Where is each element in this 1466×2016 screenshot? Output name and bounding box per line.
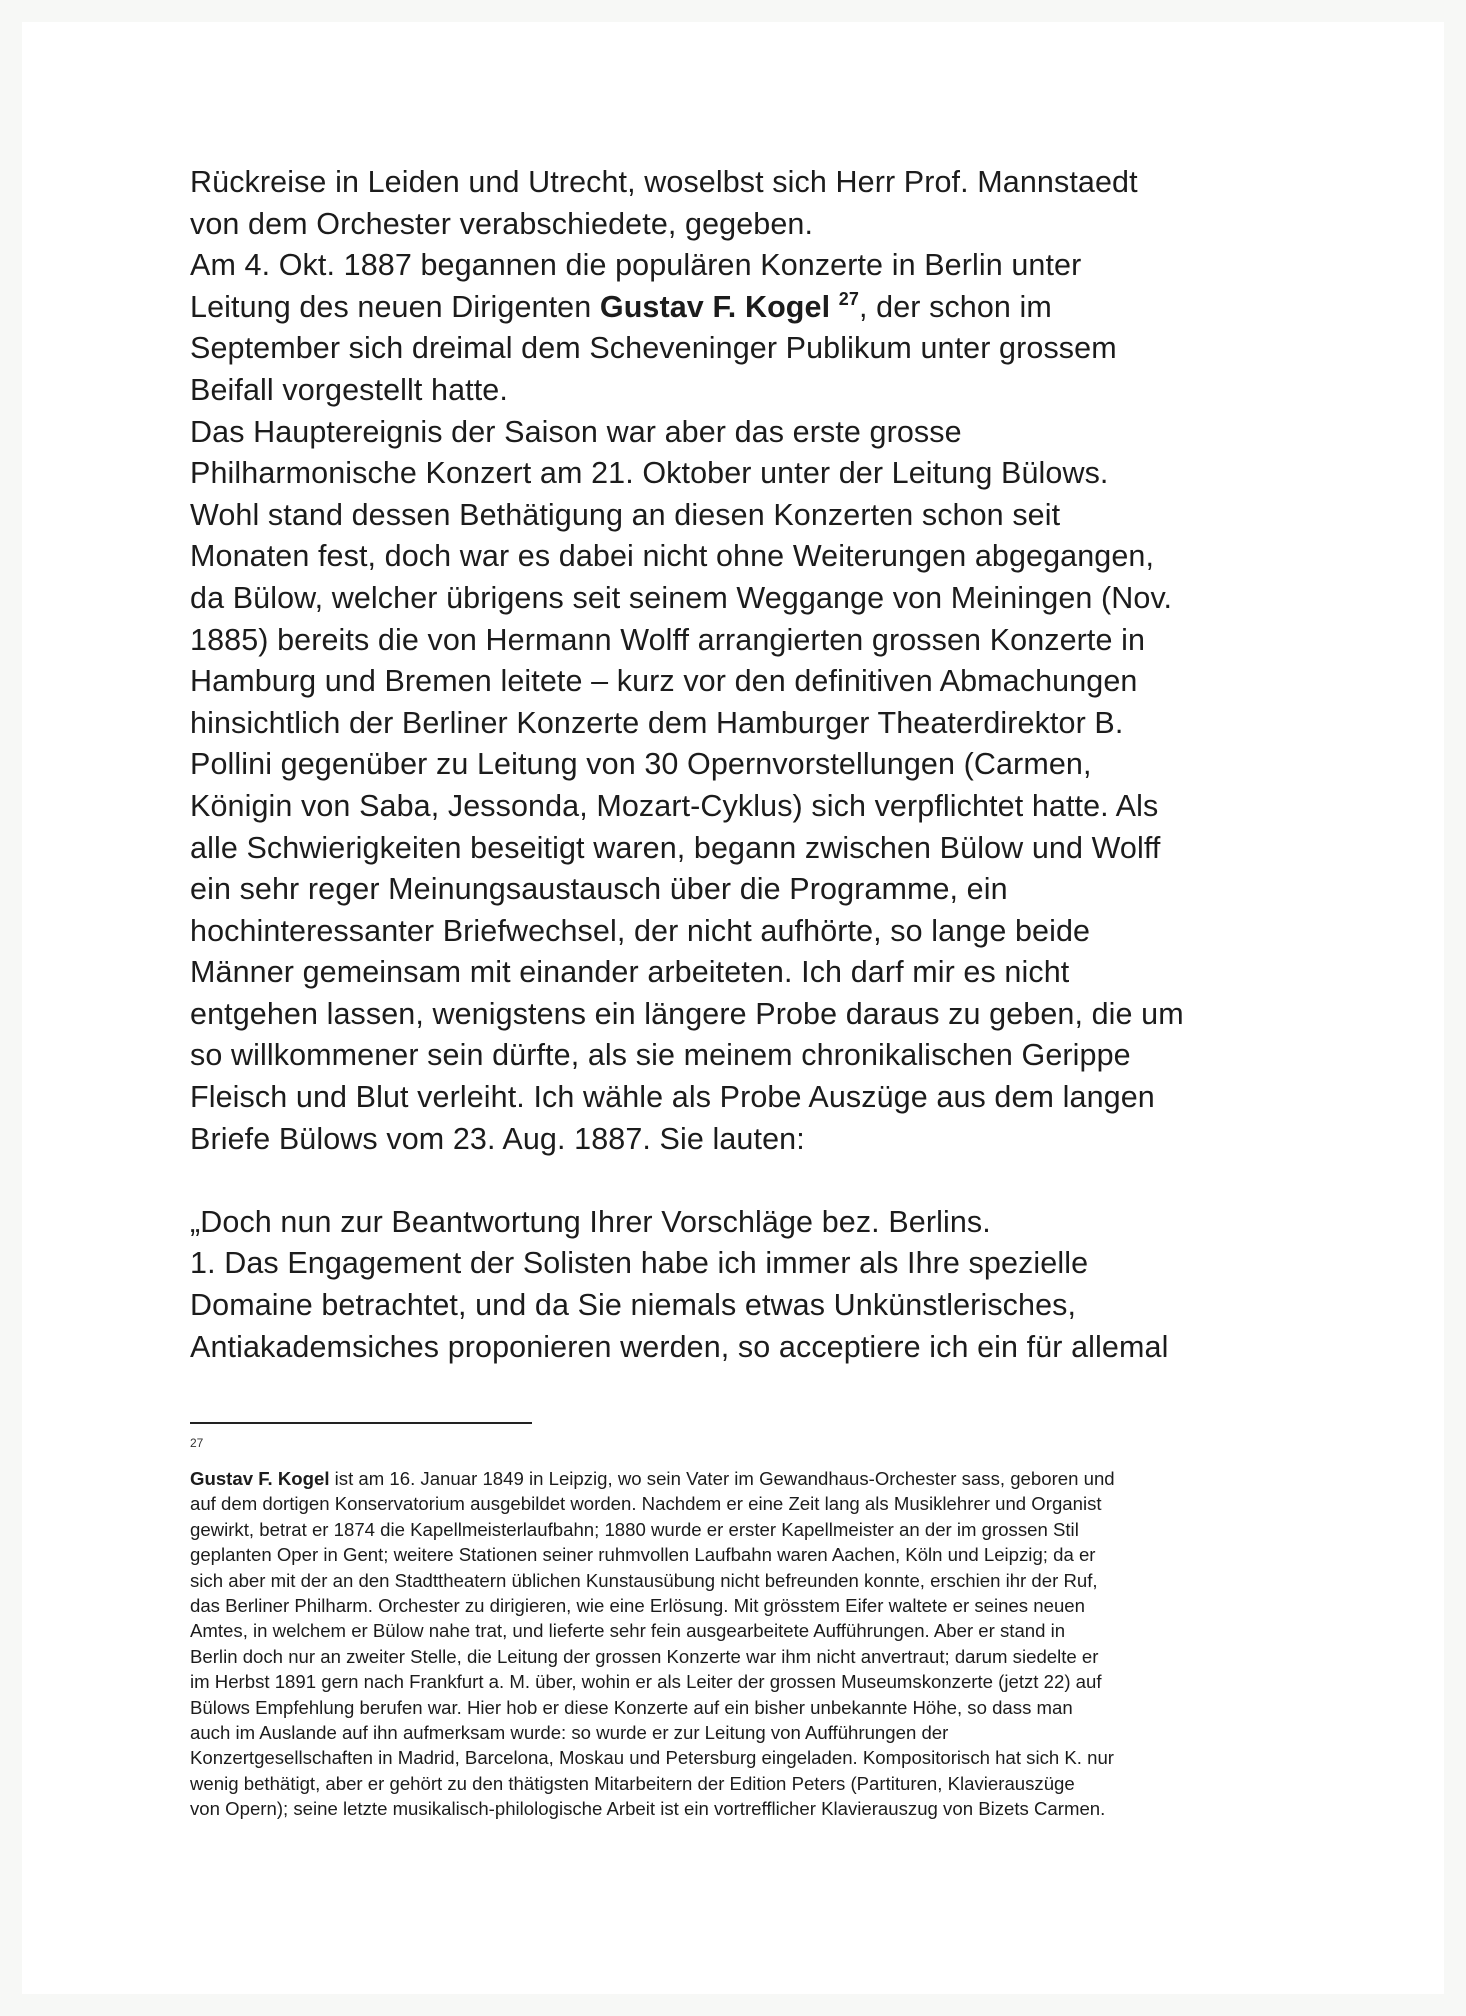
text-segment: , der schon im bbox=[858, 289, 1052, 324]
text-line: Männer gemeinsam mit einander arbeiteten. Ich darf mir es nicht bbox=[190, 955, 1070, 990]
footnote-line: geplanten Oper in Gent; weitere Stationen seiner ruhmvollen Laufbahn waren Aachen, Köln und Leipzig; da er bbox=[190, 1544, 1096, 1566]
text-line: so willkommener sein dürfte, als sie meinem chronikalischen Gerippe bbox=[190, 1038, 1131, 1073]
text-line: hochinteressanter Briefwechsel, der nicht aufhörte, so lange beide bbox=[190, 913, 1091, 948]
footnote-line: sich aber mit der an den Stadttheatern üblichen Kunstausübung nicht befreunden konnte, erschien ihr der Ruf, bbox=[190, 1569, 1098, 1591]
footnote-line: das Berliner Philharm. Orchester zu dirigieren, wie eine Erlösung. Mit grösstem Eifer waltete er seines neuen bbox=[190, 1595, 1085, 1617]
text-line: Rückreise in Leiden und Utrecht, woselbst sich Herr Prof. Mannstaedt bbox=[190, 165, 1138, 199]
text-line: Am 4. Okt. 1887 begannen die populären Konzerte in Berlin unter bbox=[190, 248, 1082, 283]
text-line: von dem Orchester verabschiedete, gegeben. bbox=[190, 206, 814, 241]
text-line: September sich dreimal dem Scheveninger Publikum unter grossem bbox=[190, 331, 1117, 366]
text-line: Pollini gegenüber zu Leitung von 30 Opernvorstellungen (Carmen, bbox=[190, 747, 1092, 782]
text-line bbox=[190, 287, 1330, 329]
footnote-separator bbox=[190, 1422, 532, 1424]
quote-line: „Doch nun zur Beantwortung Ihrer Vorschläge bez. Berlins. bbox=[190, 1204, 991, 1239]
text-line: alle Schwierigkeiten beseitigt waren, begann zwischen Bülow und Wolff bbox=[190, 830, 1161, 865]
quote-line: Antiakademsiches proponieren werden, so acceptiere ich ein für allemal bbox=[190, 1329, 1169, 1364]
footnote-line: im Herbst 1891 gern nach Frankfurt a. M. über, wohin er als Leiter der grossen Museumskonzerte (jetzt 22) auf bbox=[190, 1671, 1102, 1693]
footnote-line: auf dem dortigen Konservatorium ausgebildet worden. Nachdem er eine Zeit lang als Musiklehrer und Organist bbox=[190, 1493, 1102, 1515]
text-line: Das Hauptereignis der Saison war aber das erste grosse bbox=[190, 414, 962, 449]
text-line: Philharmonische Konzert am 21. Oktober unter der Leitung Bülows. bbox=[190, 456, 1109, 491]
text-line: 1885) bereits die von Hermann Wolff arrangierten grossen Konzerte in bbox=[190, 622, 1146, 657]
text-line: ein sehr reger Meinungsaustausch über die Programme, ein bbox=[190, 872, 1008, 907]
footnote-number: 27 bbox=[190, 1436, 204, 1450]
text-line: Monaten fest, doch war es dabei nicht ohne Weiterungen abgegangen, bbox=[190, 539, 1155, 574]
text-line: Hamburg und Bremen leitete – kurz vor den definitiven Abmachungen bbox=[190, 664, 1138, 699]
footnote-line: gewirkt, betrat er 1874 die Kapellmeisterlaufbahn; 1880 wurde er erster Kapellmeister an der im grossen Stil bbox=[190, 1518, 1079, 1540]
footnote-line: von Opern); seine letzte musikalisch-philologische Arbeit ist ein vortrefflicher Klavierauszug von Bizets Carmen. bbox=[190, 1798, 1106, 1820]
main-text bbox=[190, 162, 1330, 1368]
footnote-reference[interactable]: 27 bbox=[838, 288, 859, 309]
footnote-line: Berlin doch nur an zweiter Stelle, die Leitung der grossen Konzerte war ihm nicht anvertraut; darum siedelte er bbox=[190, 1645, 1099, 1667]
paragraph-gap bbox=[190, 1160, 1330, 1202]
text-segment: Leitung des neuen Dirigenten bbox=[190, 289, 600, 324]
text-line: entgehen lassen, wenigstens ein längere Probe daraus zu geben, die um bbox=[190, 996, 1184, 1031]
footnote-line: Bülows Empfehlung berufen war. Hier hob er diese Konzerte auf ein bisher unbekannte Höhe, so dass man bbox=[190, 1696, 1073, 1718]
footnote-line: auch im Auslande auf ihn aufmerksam wurde: so wurde er zur Leitung von Aufführungen der bbox=[190, 1722, 949, 1744]
conductor-name: Gustav F. Kogel bbox=[599, 289, 831, 324]
quote-line: 1. Das Engagement der Solisten habe ich immer als Ihre spezielle bbox=[190, 1246, 1089, 1281]
footnote-line: Konzertgesellschaften in Madrid, Barcelona, Moskau und Petersburg eingeladen. Kompositorisch hat sich K. nur bbox=[190, 1747, 1115, 1769]
footnote-line bbox=[190, 1466, 1300, 1491]
text-line: Wohl stand dessen Bethätigung an diesen Konzerten schon seit bbox=[190, 497, 1061, 532]
footnote-line: wenig bethätigt, aber er gehört zu den thätigsten Mitarbeitern der Edition Peters (Partituren, Klavierauszüge bbox=[190, 1772, 1075, 1794]
footnote-line: Amtes, in welchem er Bülow nahe trat, und lieferte sehr fein ausgearbeitete Aufführungen. Aber er stand in bbox=[190, 1620, 1066, 1642]
text-line: Königin von Saba, Jessonda, Mozart-Cyklus) sich verpflichtet hatte. Als bbox=[190, 788, 1159, 823]
text-line: da Bülow, welcher übrigens seit seinem Weggange von Meiningen (Nov. bbox=[190, 580, 1173, 615]
footnote-text bbox=[190, 1466, 1300, 1822]
text-segment: ist am 16. Januar 1849 in Leipzig, wo sein Vater im Gewandhaus-Orchester sass, geboren und bbox=[329, 1468, 1115, 1489]
footnote-name: Gustav F. Kogel bbox=[190, 1468, 330, 1489]
quote-line: Domaine betrachtet, und da Sie niemals etwas Unkünstlerisches, bbox=[190, 1288, 1077, 1323]
text-line: Briefe Bülows vom 23. Aug. 1887. Sie lauten: bbox=[190, 1121, 805, 1156]
text-line: hinsichtlich der Berliner Konzerte dem Hamburger Theaterdirektor B. bbox=[190, 705, 1124, 740]
text-line: Beifall vorgestellt hatte. bbox=[190, 372, 508, 407]
text-line: Fleisch und Blut verleiht. Ich wähle als Probe Auszüge aus dem langen bbox=[190, 1080, 1155, 1115]
